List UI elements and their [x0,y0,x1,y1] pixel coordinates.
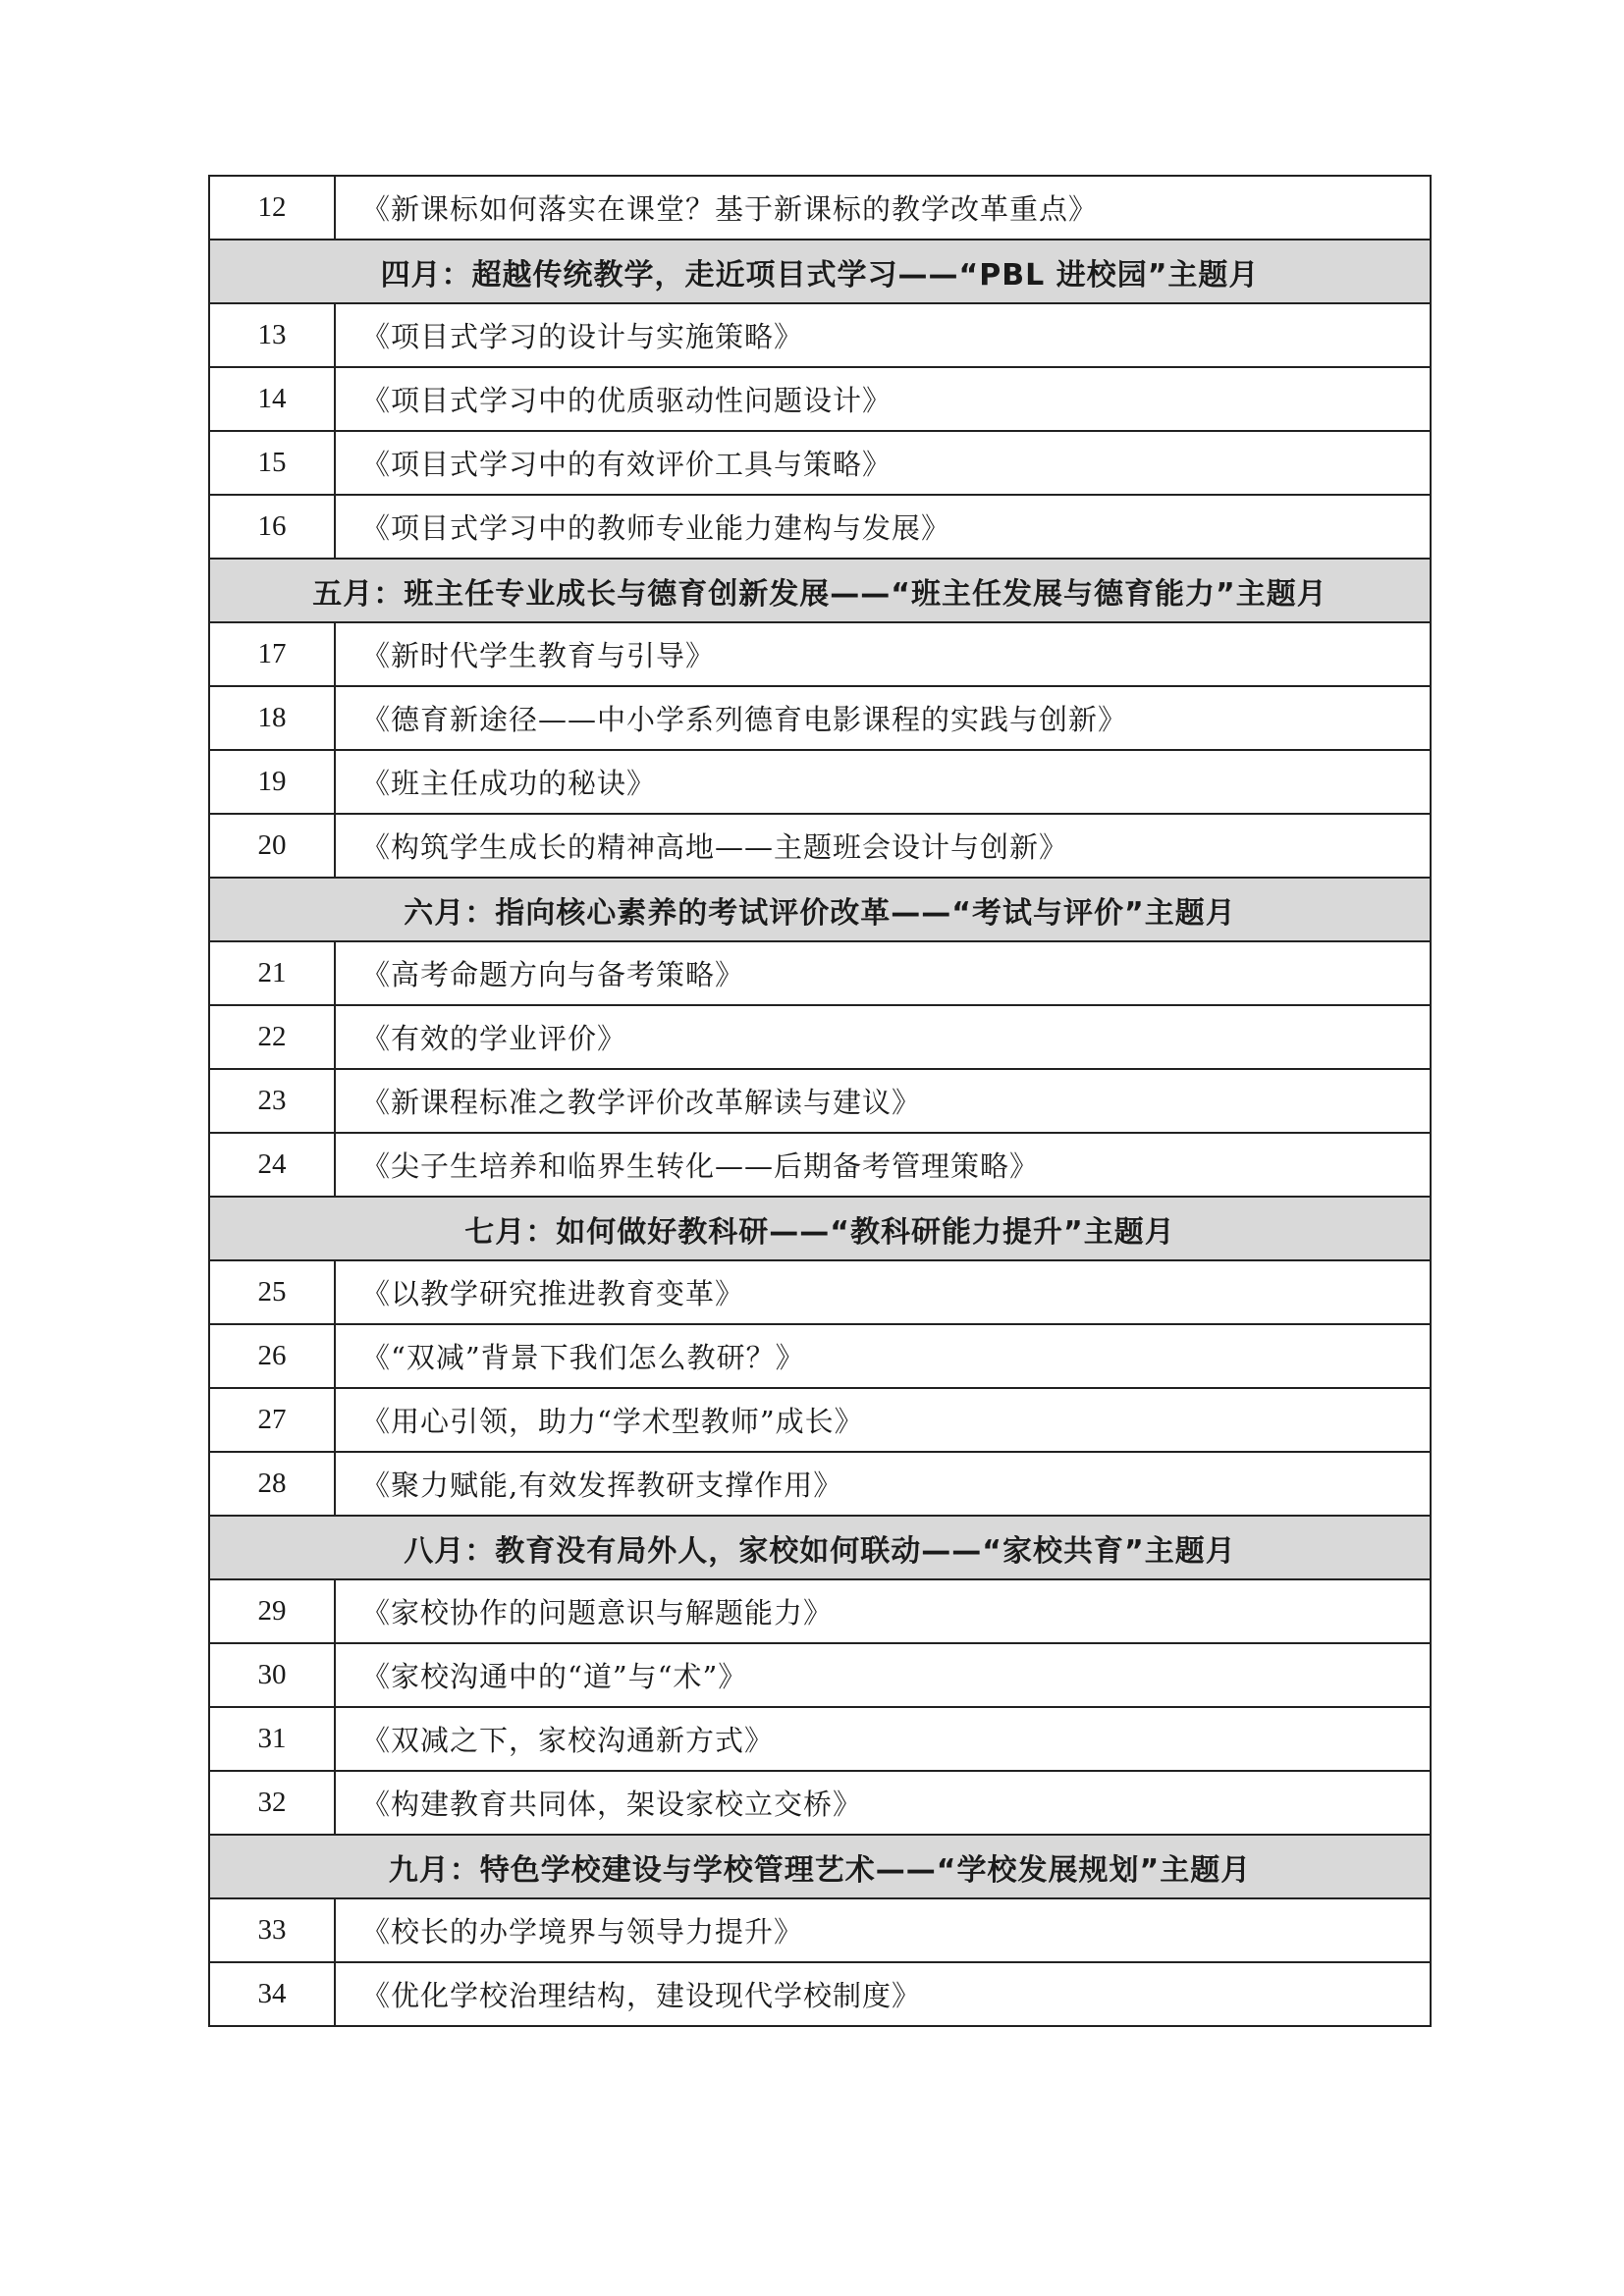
table-row [209,686,1431,750]
lecture-title: 《尖子生培养和临界生转化——后期备考管理策略》 [335,1133,1431,1197]
table-row [209,814,1431,878]
row-number: 27 [209,1388,335,1452]
row-number: 14 [209,367,335,431]
lecture-title: 《双减之下，家校沟通新方式》 [335,1707,1431,1771]
lecture-title: 《新时代学生教育与引导》 [335,622,1431,686]
table-row [209,1643,1431,1707]
lecture-title: 《“双减”背景下我们怎么教研？》 [335,1324,1431,1388]
table-row [209,1069,1431,1133]
table-row [209,1260,1431,1324]
lecture-title: 《家校沟通中的“道”与“术”》 [335,1643,1431,1707]
section-header-row [209,878,1431,941]
section-title: 六月：指向核心素养的考试评价改革——“考试与评价”主题月 [209,878,1431,941]
table-row [209,1898,1431,1962]
table-row [209,622,1431,686]
row-number: 24 [209,1133,335,1197]
table-row [209,941,1431,1005]
table-row [209,176,1431,240]
table-row [209,1324,1431,1388]
lecture-title: 《新课标如何落实在课堂？基于新课标的教学改革重点》 [335,176,1431,240]
table-row [209,1005,1431,1069]
section-title: 九月：特色学校建设与学校管理艺术——“学校发展规划”主题月 [209,1835,1431,1898]
row-number: 13 [209,303,335,367]
section-header-row [209,1835,1431,1898]
table-body [209,176,1431,2026]
table-row [209,1388,1431,1452]
section-title: 五月：班主任专业成长与德育创新发展——“班主任发展与德育能力”主题月 [209,559,1431,622]
lecture-title: 《家校协作的问题意识与解题能力》 [335,1579,1431,1643]
table-row [209,1133,1431,1197]
row-number: 22 [209,1005,335,1069]
row-number: 21 [209,941,335,1005]
section-header-row [209,559,1431,622]
table-row [209,1707,1431,1771]
lecture-title: 《优化学校治理结构，建设现代学校制度》 [335,1962,1431,2026]
row-number: 23 [209,1069,335,1133]
lecture-title: 《构建教育共同体，架设家校立交桥》 [335,1771,1431,1835]
row-number: 29 [209,1579,335,1643]
section-title: 七月：如何做好教科研——“教科研能力提升”主题月 [209,1197,1431,1260]
lecture-title: 《构筑学生成长的精神高地——主题班会设计与创新》 [335,814,1431,878]
section-header-row [209,1197,1431,1260]
section-title: 八月：教育没有局外人，家校如何联动——“家校共育”主题月 [209,1516,1431,1579]
row-number: 16 [209,495,335,559]
row-number: 18 [209,686,335,750]
row-number: 34 [209,1962,335,2026]
lecture-title: 《聚力赋能,有效发挥教研支撑作用》 [335,1452,1431,1516]
row-number: 26 [209,1324,335,1388]
row-number: 28 [209,1452,335,1516]
lecture-title: 《高考命题方向与备考策略》 [335,941,1431,1005]
row-number: 31 [209,1707,335,1771]
lecture-title: 《用心引领，助力“学术型教师”成长》 [335,1388,1431,1452]
table-row [209,303,1431,367]
row-number: 17 [209,622,335,686]
row-number: 12 [209,176,335,240]
table-row [209,750,1431,814]
lecture-title: 《德育新途径——中小学系列德育电影课程的实践与创新》 [335,686,1431,750]
table-row [209,1579,1431,1643]
table-row [209,431,1431,495]
row-number: 19 [209,750,335,814]
lecture-title: 《项目式学习中的教师专业能力建构与发展》 [335,495,1431,559]
lecture-title: 《班主任成功的秘诀》 [335,750,1431,814]
lecture-title: 《校长的办学境界与领导力提升》 [335,1898,1431,1962]
row-number: 33 [209,1898,335,1962]
section-header-row [209,240,1431,303]
table-row [209,495,1431,559]
table-row [209,1962,1431,2026]
row-number: 32 [209,1771,335,1835]
lecture-title: 《项目式学习中的优质驱动性问题设计》 [335,367,1431,431]
table-row [209,1771,1431,1835]
lecture-title: 《项目式学习的设计与实施策略》 [335,303,1431,367]
lecture-title: 《以教学研究推进教育变革》 [335,1260,1431,1324]
row-number: 30 [209,1643,335,1707]
row-number: 15 [209,431,335,495]
lecture-title: 《新课程标准之教学评价改革解读与建议》 [335,1069,1431,1133]
section-title: 四月：超越传统教学，走近项目式学习——“PBL 进校园”主题月 [209,240,1431,303]
lecture-title: 《有效的学业评价》 [335,1005,1431,1069]
table-row [209,367,1431,431]
table-row [209,1452,1431,1516]
lecture-title: 《项目式学习中的有效评价工具与策略》 [335,431,1431,495]
course-schedule-table [208,175,1432,2027]
row-number: 20 [209,814,335,878]
row-number: 25 [209,1260,335,1324]
section-header-row [209,1516,1431,1579]
